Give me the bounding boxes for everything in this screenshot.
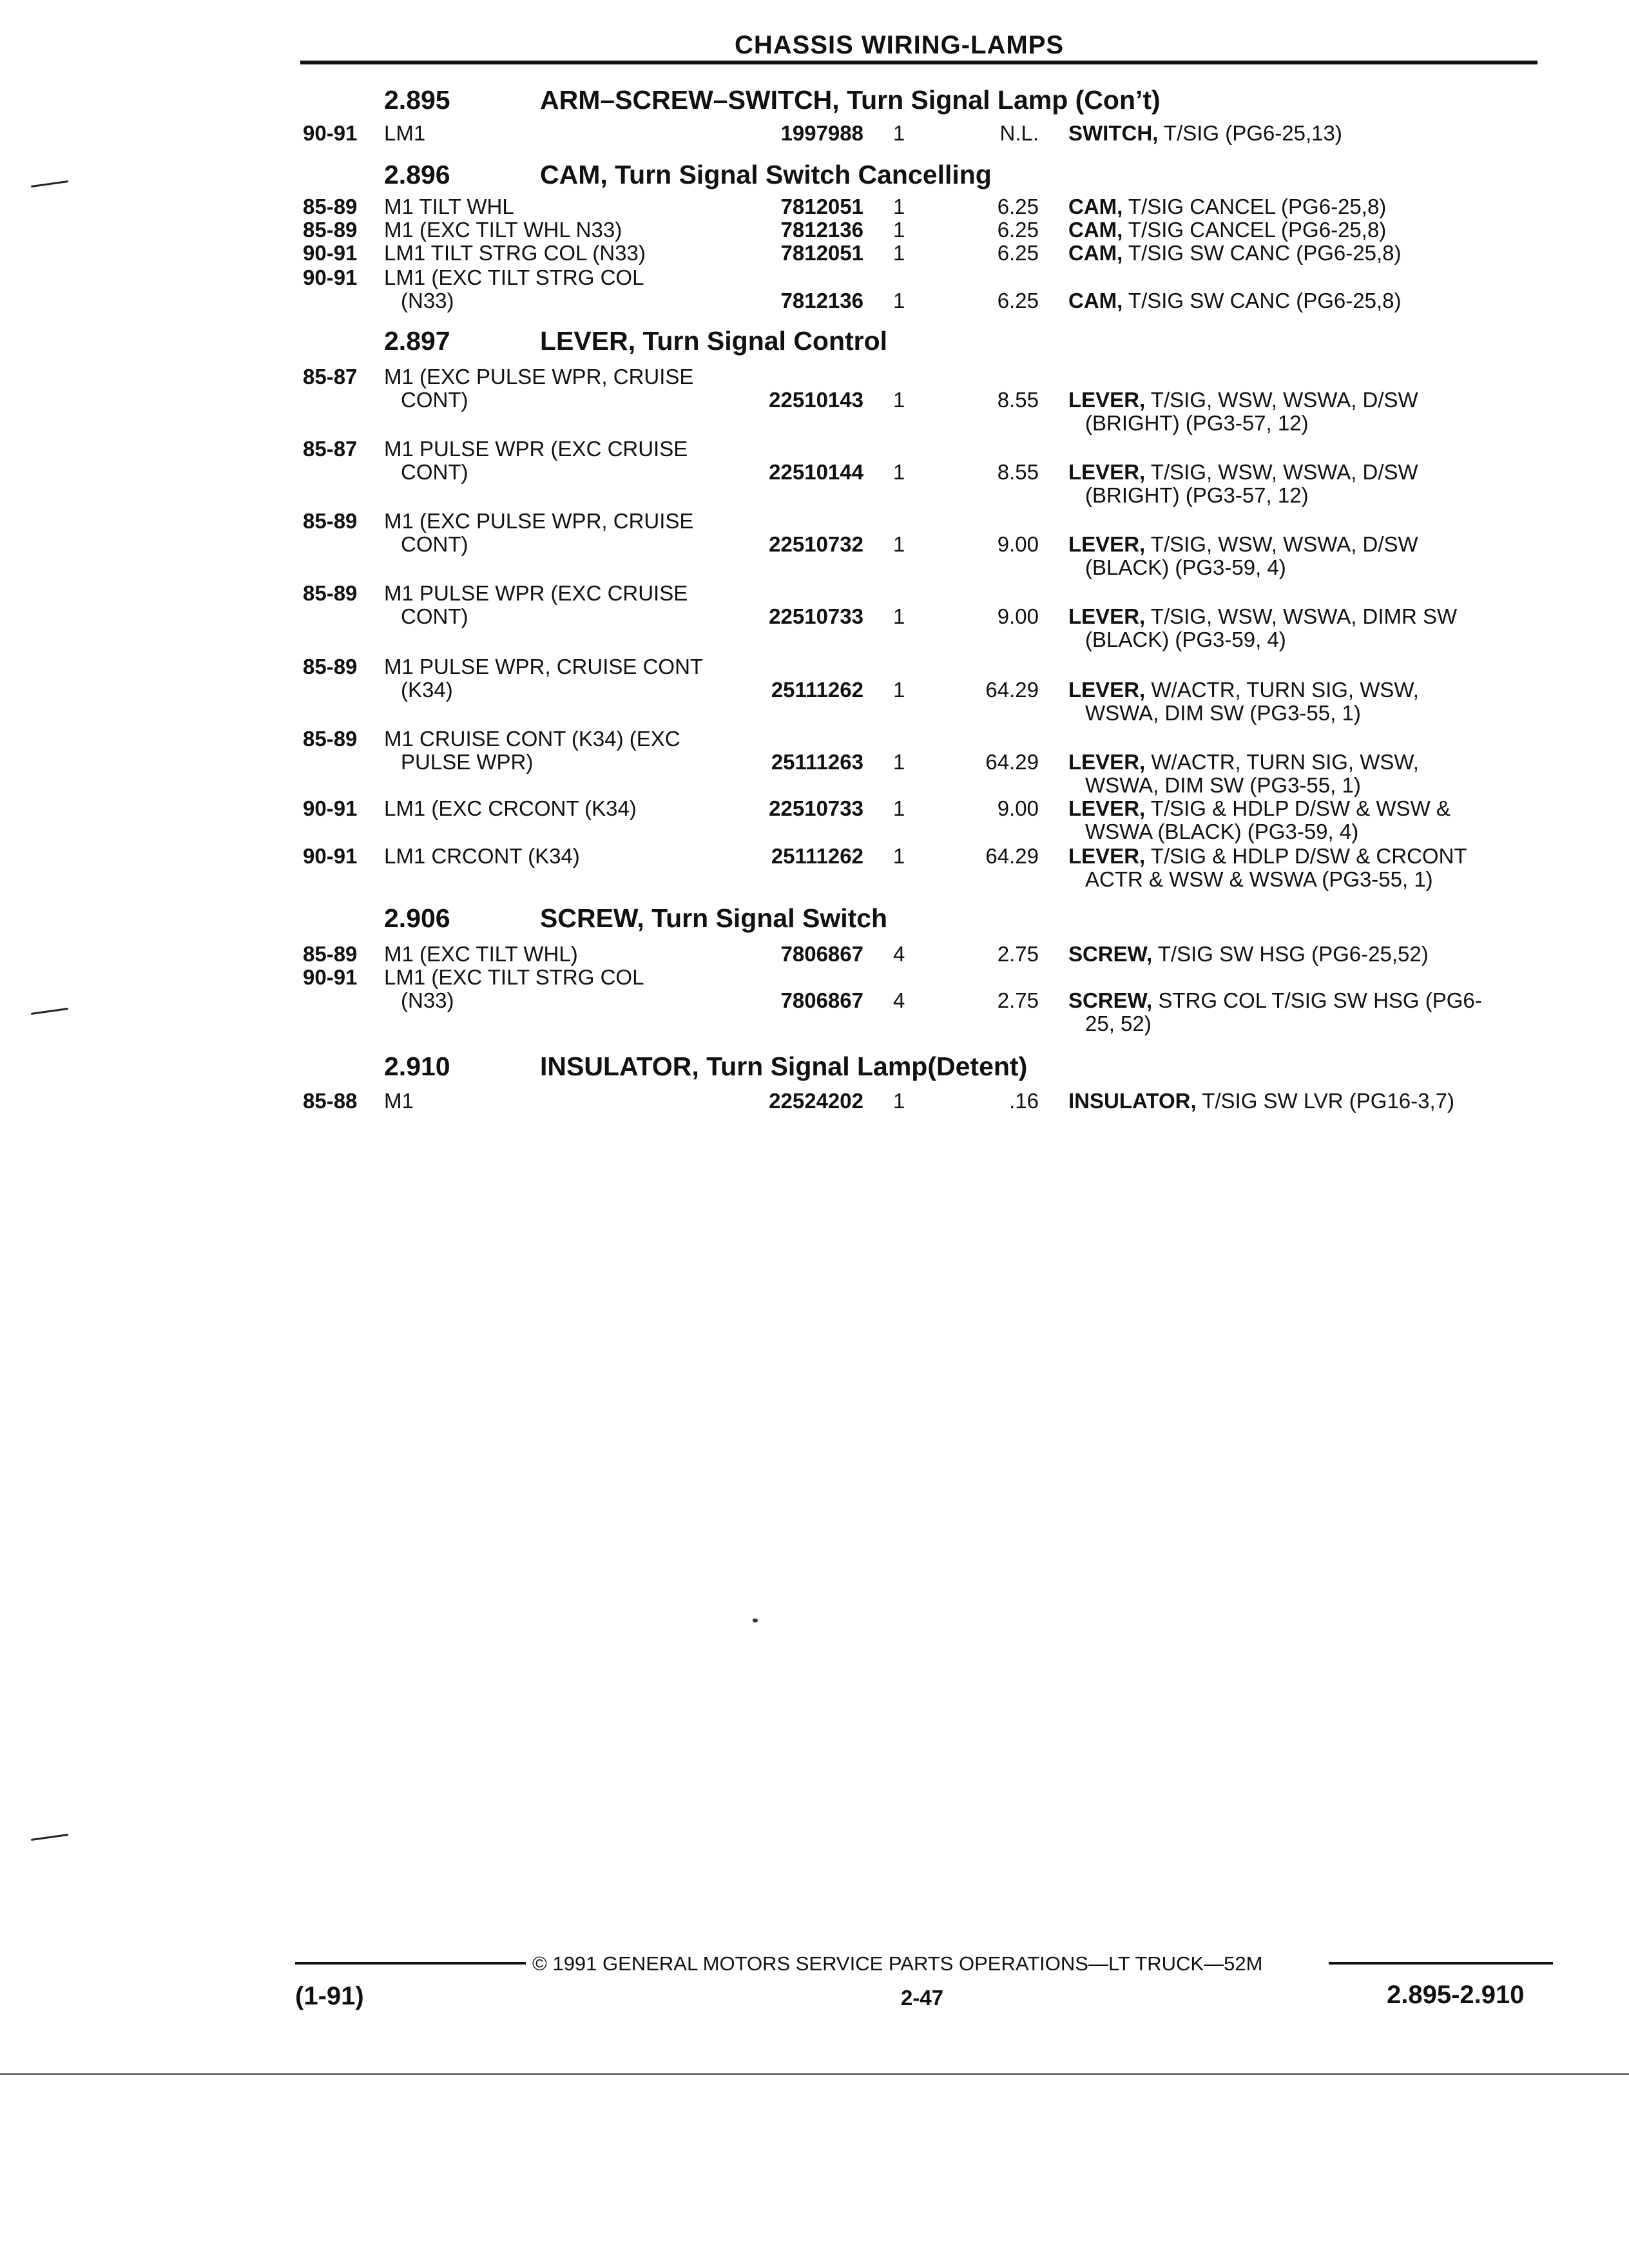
quantity: 1 bbox=[893, 241, 905, 265]
model-line: LM1 (EXC TILT STRG COL bbox=[384, 265, 644, 289]
description-line: (BLACK) (PG3-59, 4) bbox=[1085, 555, 1286, 579]
page-title: CHASSIS WIRING-LAMPS bbox=[735, 31, 1065, 59]
model-line: M1 PULSE WPR, CRUISE CONT bbox=[384, 655, 704, 678]
model-years: 85-89 bbox=[303, 195, 358, 218]
copyright-line: © 1991 GENERAL MOTORS SERVICE PARTS OPERATIONS—LT TRUCK—52M bbox=[532, 1952, 1263, 1975]
model-years: 85-89 bbox=[303, 581, 358, 605]
description-keyword: CAM, bbox=[1068, 289, 1123, 312]
model-years: 90-91 bbox=[303, 965, 358, 989]
description-text: T/SIG, WSW, WSWA, D/SW bbox=[1150, 532, 1418, 556]
section-header bbox=[384, 85, 1161, 121]
description-keyword: LEVER, bbox=[1068, 844, 1146, 868]
model-years: 85-89 bbox=[303, 655, 358, 678]
quantity: 1 bbox=[893, 388, 905, 412]
part-number: 22510732 bbox=[769, 532, 863, 556]
model-line: M1 (EXC TILT WHL N33) bbox=[384, 218, 622, 242]
model-years: 90-91 bbox=[303, 796, 358, 820]
model-line: LM1 (EXC CRCONT (K34) bbox=[384, 796, 637, 820]
part-number: 22510733 bbox=[769, 796, 863, 820]
model-line: PULSE WPR) bbox=[401, 750, 534, 774]
section-number: 2.906 bbox=[384, 903, 450, 933]
quantity: 1 bbox=[893, 218, 905, 242]
price: 64.29 bbox=[985, 844, 1039, 868]
part-number: 7812136 bbox=[780, 289, 863, 312]
quantity: 1 bbox=[893, 750, 905, 774]
part-number: 22524202 bbox=[769, 1089, 863, 1113]
price: 6.25 bbox=[997, 289, 1039, 312]
quantity: 1 bbox=[893, 678, 905, 702]
quantity: 1 bbox=[893, 796, 905, 820]
section-header bbox=[384, 1052, 1027, 1088]
quantity: 1 bbox=[893, 195, 905, 218]
description-line bbox=[1068, 942, 1429, 966]
footer-rule bbox=[295, 1962, 526, 1965]
quantity: 1 bbox=[893, 460, 905, 484]
description-text: W/ACTR, TURN SIG, WSW, bbox=[1151, 678, 1419, 702]
description-line bbox=[1068, 241, 1401, 265]
quantity: 1 bbox=[893, 1089, 905, 1113]
model-line: LM1 bbox=[384, 121, 426, 145]
section-title: CAM, Turn Signal Switch Cancelling bbox=[540, 160, 992, 189]
model-line: LM1 TILT STRG COL (N33) bbox=[384, 241, 646, 265]
price: 64.29 bbox=[985, 678, 1039, 702]
quantity: 1 bbox=[893, 844, 905, 868]
price: 6.25 bbox=[997, 218, 1039, 242]
section-title: SCREW, Turn Signal Switch bbox=[540, 903, 888, 933]
description-line: 25, 52) bbox=[1085, 1012, 1152, 1035]
price: 8.55 bbox=[997, 460, 1039, 484]
model-years: 90-91 bbox=[303, 844, 358, 868]
model-line: (N33) bbox=[401, 988, 454, 1012]
description-keyword: CAM, bbox=[1068, 218, 1123, 242]
model-line: (N33) bbox=[401, 289, 454, 312]
model-line: CONT) bbox=[401, 604, 468, 628]
quantity: 1 bbox=[893, 532, 905, 556]
description-text: T/SIG SW HSG (PG6-25,52) bbox=[1157, 942, 1429, 966]
model-years: 85-89 bbox=[303, 218, 358, 242]
section-header bbox=[384, 903, 887, 939]
description-line: (BRIGHT) (PG3-57, 12) bbox=[1085, 411, 1309, 435]
footer-rule bbox=[1329, 1962, 1553, 1965]
section-number: 2.910 bbox=[384, 1052, 450, 1081]
description-text: T/SIG, WSW, WSWA, D/SW bbox=[1150, 460, 1418, 484]
price: N.L. bbox=[999, 121, 1039, 145]
model-years: 90-91 bbox=[303, 265, 358, 289]
description-line: (BRIGHT) (PG3-57, 12) bbox=[1085, 483, 1309, 507]
description-line bbox=[1068, 1089, 1454, 1113]
price: 2.75 bbox=[997, 942, 1039, 966]
section-title: ARM–SCREW–SWITCH, Turn Signal Lamp (Con’t) bbox=[540, 85, 1161, 115]
description-text: T/SIG, WSW, WSWA, D/SW bbox=[1150, 388, 1418, 412]
model-years: 90-91 bbox=[303, 121, 358, 145]
description-text: T/SIG & HDLP D/SW & WSW & bbox=[1150, 796, 1451, 820]
description-line bbox=[1068, 796, 1451, 821]
description-line bbox=[1068, 604, 1457, 629]
model-line: M1 CRUISE CONT (K34) (EXC bbox=[384, 727, 680, 751]
page-number: 2-47 bbox=[901, 1986, 944, 2010]
margin-mark bbox=[31, 1834, 68, 1841]
part-number: 22510144 bbox=[769, 460, 863, 484]
model-line: CONT) bbox=[401, 460, 468, 484]
description-text: T/SIG SW CANC (PG6-25,8) bbox=[1128, 241, 1402, 265]
model-line: M1 (EXC PULSE WPR, CRUISE bbox=[384, 509, 694, 533]
quantity: 4 bbox=[893, 942, 905, 966]
description-keyword: CAM, bbox=[1068, 241, 1123, 265]
margin-mark bbox=[31, 180, 68, 187]
model-line: M1 TILT WHL bbox=[384, 195, 514, 218]
model-line: LM1 (EXC TILT STRG COL bbox=[384, 965, 644, 989]
description-text: W/ACTR, TURN SIG, WSW, bbox=[1151, 750, 1419, 774]
section-header bbox=[384, 160, 992, 196]
description-text: T/SIG CANCEL (PG6-25,8) bbox=[1128, 195, 1387, 218]
model-years: 85-89 bbox=[303, 509, 358, 533]
description-text: T/SIG CANCEL (PG6-25,8) bbox=[1128, 218, 1387, 242]
part-number: 1997988 bbox=[780, 121, 863, 145]
part-number: 7812051 bbox=[780, 195, 863, 218]
model-years: 90-91 bbox=[303, 241, 358, 265]
part-number: 25111262 bbox=[771, 844, 863, 868]
bottom-rule bbox=[0, 2073, 1629, 2075]
quantity: 1 bbox=[893, 604, 905, 628]
price: 6.25 bbox=[997, 195, 1039, 218]
model-years: 85-89 bbox=[303, 727, 358, 751]
price: 6.25 bbox=[997, 241, 1039, 265]
model-years: 85-88 bbox=[303, 1089, 358, 1113]
part-number: 22510733 bbox=[769, 604, 863, 628]
description-keyword: CAM, bbox=[1068, 195, 1123, 218]
description-text: T/SIG SW LVR (PG16-3,7) bbox=[1202, 1089, 1455, 1113]
description-text: STRG COL T/SIG SW HSG (PG6- bbox=[1158, 988, 1482, 1012]
model-line: M1 bbox=[384, 1089, 414, 1113]
part-number: 7812136 bbox=[780, 218, 863, 242]
section-title: INSULATOR, Turn Signal Lamp(Detent) bbox=[540, 1052, 1028, 1081]
model-line: M1 (EXC TILT WHL) bbox=[384, 942, 578, 966]
section-header bbox=[384, 326, 887, 362]
description-line bbox=[1068, 678, 1419, 702]
model-line: (K34) bbox=[401, 678, 453, 702]
description-text: T/SIG SW CANC (PG6-25,8) bbox=[1128, 289, 1402, 312]
section-title: LEVER, Turn Signal Control bbox=[540, 326, 888, 356]
title-rule bbox=[300, 61, 1537, 64]
model-line: M1 (EXC PULSE WPR, CRUISE bbox=[384, 365, 694, 389]
description-keyword: SWITCH, bbox=[1068, 121, 1159, 145]
description-keyword: LEVER, bbox=[1068, 388, 1146, 412]
model-line: M1 PULSE WPR (EXC CRUISE bbox=[384, 437, 688, 461]
description-line bbox=[1068, 988, 1482, 1013]
part-number: 7806867 bbox=[780, 942, 863, 966]
section-number: 2.895 bbox=[384, 85, 450, 115]
description-text: T/SIG, WSW, WSWA, DIMR SW bbox=[1150, 604, 1458, 628]
description-line bbox=[1068, 460, 1418, 485]
description-line bbox=[1068, 218, 1386, 242]
description-line bbox=[1068, 532, 1418, 557]
quantity: 1 bbox=[893, 289, 905, 312]
section-number: 2.897 bbox=[384, 326, 450, 356]
description-line bbox=[1068, 750, 1419, 774]
quantity: 4 bbox=[893, 988, 905, 1012]
part-number: 25111263 bbox=[771, 750, 863, 774]
price: 8.55 bbox=[997, 388, 1039, 412]
price: .16 bbox=[1009, 1089, 1039, 1113]
part-number: 7806867 bbox=[780, 988, 863, 1012]
price: 9.00 bbox=[997, 604, 1039, 628]
model-years: 85-87 bbox=[303, 437, 358, 461]
price: 64.29 bbox=[985, 750, 1039, 774]
edition-code: (1-91) bbox=[295, 1982, 364, 2010]
part-number: 7812051 bbox=[780, 241, 863, 265]
description-line: ACTR & WSW & WSWA (PG3-55, 1) bbox=[1085, 867, 1433, 891]
price: 9.00 bbox=[997, 796, 1039, 820]
model-line: M1 PULSE WPR (EXC CRUISE bbox=[384, 581, 688, 605]
model-line: CONT) bbox=[401, 532, 468, 556]
description-line: WSWA, DIM SW (PG3-55, 1) bbox=[1085, 773, 1361, 797]
description-keyword: SCREW, bbox=[1068, 988, 1153, 1012]
description-line bbox=[1068, 844, 1467, 869]
description-text: T/SIG & HDLP D/SW & CRCONT bbox=[1150, 844, 1467, 868]
description-keyword: LEVER, bbox=[1068, 678, 1146, 702]
description-keyword: LEVER, bbox=[1068, 796, 1146, 820]
part-number: 25111262 bbox=[771, 678, 863, 702]
description-keyword: LEVER, bbox=[1068, 750, 1146, 774]
section-number: 2.896 bbox=[384, 160, 450, 189]
description-text: T/SIG (PG6-25,13) bbox=[1163, 121, 1342, 145]
description-line: WSWA, DIM SW (PG3-55, 1) bbox=[1085, 701, 1361, 725]
description-line bbox=[1068, 388, 1418, 412]
description-line: (BLACK) (PG3-59, 4) bbox=[1085, 628, 1286, 651]
model-years: 85-89 bbox=[303, 942, 358, 966]
description-keyword: SCREW, bbox=[1068, 942, 1153, 966]
description-keyword: LEVER, bbox=[1068, 604, 1146, 628]
price: 2.75 bbox=[997, 988, 1039, 1012]
description-line bbox=[1068, 289, 1401, 313]
description-line: WSWA (BLACK) (PG3-59, 4) bbox=[1085, 820, 1359, 843]
description-line bbox=[1068, 195, 1386, 219]
model-years: 85-87 bbox=[303, 365, 358, 389]
model-line: LM1 CRCONT (K34) bbox=[384, 844, 580, 868]
margin-mark bbox=[31, 1008, 68, 1015]
price: 9.00 bbox=[997, 532, 1039, 556]
description-keyword: INSULATOR, bbox=[1068, 1089, 1197, 1113]
quantity: 1 bbox=[893, 121, 905, 145]
scan-speck bbox=[753, 1619, 758, 1622]
description-keyword: LEVER, bbox=[1068, 460, 1146, 484]
part-number: 22510143 bbox=[769, 388, 863, 412]
section-range: 2.895-2.910 bbox=[1387, 1981, 1525, 2009]
description-keyword: LEVER, bbox=[1068, 532, 1146, 556]
description-line bbox=[1068, 121, 1342, 146]
model-line: CONT) bbox=[401, 388, 468, 412]
